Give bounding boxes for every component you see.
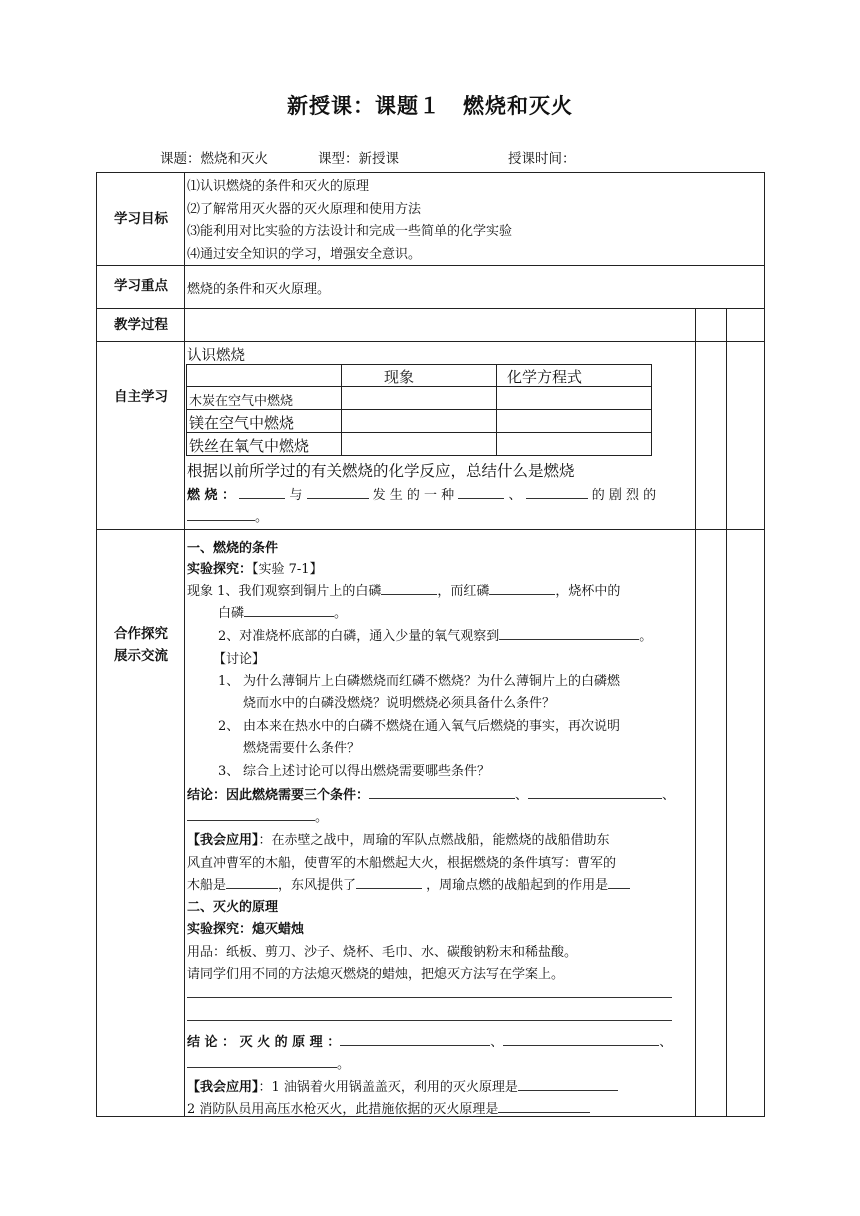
table-header-equation: 化学方程式 — [507, 368, 583, 386]
row-divider — [97, 308, 764, 309]
burning-summary: 根据以前所学过的有关燃烧的化学反应，总结什么是燃烧 — [187, 462, 575, 480]
answer-line — [187, 997, 672, 998]
meta-topic: 课题：燃烧和灭火 — [160, 151, 268, 167]
burning-definition: 燃 烧 ： 与 发 生 的 一 种 、 的 剧 烈 的 — [187, 488, 657, 503]
experiment-label: 实验探究：【实验 7-1】 — [187, 562, 323, 577]
application-1: 【我会应用】：在赤壁之战中，周瑜的军队点燃战船，能燃烧的战船借助东 — [187, 833, 610, 848]
row-divider — [97, 341, 764, 342]
materials-list: 用品：纸板、剪刀、沙子、烧杯、毛巾、水、碳酸钠粉末和稀盐酸。 — [187, 945, 578, 960]
meta-time: 授课时间： — [508, 151, 576, 167]
page-title: 新授课：课题１ 燃烧和灭火 — [287, 94, 573, 118]
label-process: 教学过程 — [114, 317, 168, 333]
question-number: 3、 — [218, 764, 240, 779]
objective-item: ⑷通过安全知识的学习，增强安全意识。 — [187, 247, 422, 262]
table-row-label: 木炭在空气中燃烧 — [189, 394, 294, 409]
conclusion-1: 结论：因此燃烧需要三个条件： 、 、 — [187, 788, 676, 803]
application-1-cont: 风直冲曹军的木船，使曹军的木船燃起大火，根据燃烧的条件填写：曹军的 — [187, 856, 617, 871]
question-number: 1、 — [218, 674, 240, 689]
col-divider — [695, 308, 696, 1116]
discussion-label: 【讨论】 — [213, 652, 266, 667]
label-cooperative-1: 合作探究 — [114, 626, 168, 642]
question-1: 为什么薄铜片上白磷燃烧而红磷不燃烧？为什么薄铜片上的白磷燃 — [243, 674, 621, 689]
col-divider — [726, 308, 727, 1116]
application-2-cont: 2 消防队员用高压水枪灭火，此措施依据的灭火原理是 — [187, 1098, 590, 1117]
phenomenon-1-cont: 白磷 。 — [218, 606, 348, 621]
conclusion-2-cont: 。 — [187, 1053, 350, 1072]
section2-title: 二、灭火的原理 — [187, 900, 279, 915]
phenomenon-1: 现象 1、我们观察到铜片上的白磷 ，而红磷 ，烧杯中的 — [187, 584, 621, 599]
conclusion-1-cont: 。 — [187, 806, 328, 825]
question-2-cont: 燃烧需要什么条件？ — [243, 741, 361, 756]
question-3: 综合上述讨论可以得出燃烧需要哪些条件？ — [243, 764, 491, 779]
conclusion-2: 结 论 ： 灭 火 的 原 理 ： 、 、 — [187, 1035, 673, 1050]
objective-item: ⑶能利用对比实验的方法设计和完成一些简单的化学实验 — [187, 224, 513, 239]
application-1-fill: 木船是 ，东风提供了 ，周瑜点燃的战船起到的作用是 — [187, 874, 630, 893]
row-divider — [97, 265, 764, 266]
label-objectives: 学习目标 — [114, 211, 168, 227]
objective-item: ⑵了解常用灭火器的灭火原理和使用方法 — [187, 202, 422, 217]
instruction-text: 请同学们用不同的方法熄灭燃烧的蜡烛，把熄灭方法写在学案上。 — [187, 967, 565, 982]
label-self-study: 自主学习 — [114, 389, 168, 405]
question-2: 由本来在热水中的白磷不燃烧在通入氧气后燃烧的事实，再次说明 — [243, 719, 621, 734]
phenomenon-2: 2、对准烧杯底部的白磷，通入少量的氧气观察到 。 — [218, 629, 653, 644]
question-number: 2、 — [218, 719, 240, 734]
objective-item: ⑴认识燃烧的条件和灭火的原理 — [187, 179, 370, 194]
table-row-label: 铁丝在氧气中燃烧 — [189, 437, 310, 455]
row-divider — [97, 529, 764, 530]
table-header-phenomenon: 现象 — [384, 368, 415, 386]
self-study-heading: 认识燃烧 — [187, 348, 245, 364]
burning-table — [186, 364, 652, 456]
focus-text: 燃烧的条件和灭火原理。 — [187, 282, 331, 297]
application-2: 【我会应用】：1 油锅着火用锅盖盖灭，利用的灭火原理是 — [187, 1076, 618, 1095]
meta-type: 课型：新授课 — [318, 151, 399, 167]
answer-line — [187, 1020, 672, 1021]
section1-title: 一、燃烧的条件 — [187, 541, 279, 556]
experiment-2-label: 实验探究：熄灭蜡烛 — [187, 922, 305, 937]
burning-definition-cont: 。 — [187, 506, 268, 525]
table-row-label: 镁在空气中燃烧 — [189, 414, 295, 432]
question-1-cont: 烧而水中的白磷没燃烧？说明燃烧必须具备什么条件？ — [243, 696, 556, 711]
label-focus: 学习重点 — [114, 278, 168, 294]
label-cooperative-2: 展示交流 — [114, 648, 168, 664]
